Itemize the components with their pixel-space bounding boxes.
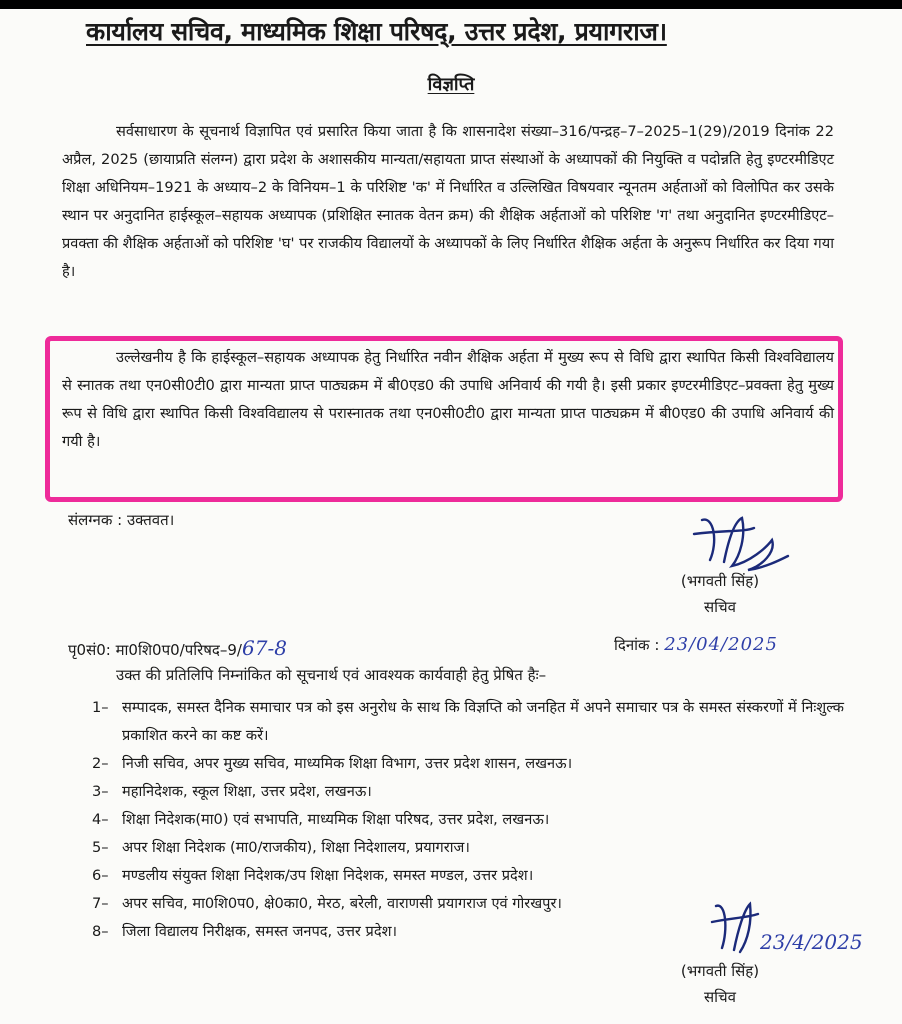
signature-image (684, 512, 794, 574)
date-label: दिनांक : (614, 636, 660, 654)
list-item: 5– अपर शिक्षा निदेशक (मा0/राजकीय), शिक्षा निदेशालय, प्रयागराज। (92, 839, 470, 856)
signature-block-2 (650, 958, 790, 1010)
signature-image-2 (706, 896, 766, 958)
date-handwritten: 23/04/2025 (664, 634, 778, 655)
enclosure-note: संलग्नक : उक्तवत। (68, 511, 175, 529)
list-item: 7– अपर सचिव, मा0शि0प0, क्षे0का0, मेरठ, बरेली, वाराणसी प्रयागराज एवं गोरखपुर। (92, 895, 562, 912)
signature-block-1 (650, 568, 790, 620)
dispatch-date (614, 634, 778, 655)
notice-title: विज्ञप्ति (427, 74, 475, 95)
signature-date-handwritten: 23/4/2025 (760, 930, 863, 954)
reference-prefix: पृ0सं0: मा0शि0प0/परिषद–9/ (68, 641, 242, 659)
signatory-name: (भगवती सिंह) (680, 572, 760, 590)
notice-paragraph-1: सर्वसाधारण के सूचनार्थ विज्ञापित एवं प्रसारित किया जाता है कि शासनादेश संख्या–316/पन्द्रह–7–2025–1(29)/2019 दिनांक 22 अप्रैल, 2025 (छायाप्रति संलग्न) द्वारा प्रदेश के अशासकीय मान्यता/सहायता प्राप्त संस्थाओं के अध्यापकों की नियुक्ति व पदोन्नति हेतु इण्टरमीडिएट शिक्षा अधिनियम–1921 के अध्याय–2 के विनियम–1 के परिशिष्ट 'क' में निर्धारित व उल्लिखित विषयवार न्यूनतम अर्हताओं को विलोपित कर उसके स्थान पर अनुदानित हाईस्कूल–सहायक अध्यापक (प्रशिक्षित स्नातक वेतन क्रम) की शैक्षिक अर्हताओं को परिशिष्ट 'ग' तथा अनुदानित इण्टरमीडिएट–प्रवक्ता की शैक्षिक अर्हताओं को परिशिष्ट 'घ' पर राजकीय विद्यालयों के अध्यापकों के लिए निर्धारित शैक्षिक अर्हता के अनुरूप निर्धारित कर दिया गया है। (62, 123, 834, 280)
list-item: 4– शिक्षा निदेशक(मा0) एवं सभापति, माध्यमिक शिक्षा परिषद, उत्तर प्रदेश, लखनऊ। (92, 811, 550, 828)
reference-handwritten: 67-8 (242, 636, 287, 660)
signatory-name-2: (भगवती सिंह) (680, 962, 760, 980)
top-black-bar (0, 0, 902, 9)
office-heading: कार्यालय सचिव, माध्यमिक शिक्षा परिषद्, उत्तर प्रदेश, प्रयागराज। (86, 17, 667, 46)
reference-number (68, 636, 287, 660)
list-item: 8– जिला विद्यालय निरीक्षक, समस्त जनपद, उत्तर प्रदेश। (92, 923, 398, 940)
signatory-title-2: सचिव (704, 988, 736, 1006)
list-item: 2– निजी सचिव, अपर मुख्य सचिव, माध्यमिक शिक्षा विभाग, उत्तर प्रदेश शासन, लखनऊ। (92, 755, 573, 772)
list-item: 6– मण्डलीय संयुक्त शिक्षा निदेशक/उप शिक्षा निदेशक, समस्त मण्डल, उत्तर प्रदेश। (92, 867, 534, 884)
list-item: 1– सम्पादक, समस्त दैनिक समाचार पत्र को इस अनुरोध के साथ कि विज्ञप्ति को जनहित में अपने समाचार पत्र के समस्त संस्करणों में निःशुल्क प्रकाशित करने का कष्ट करें। (92, 699, 844, 744)
list-item: 3– महानिदेशक, स्कूल शिक्षा, उत्तर प्रदेश, लखनऊ। (92, 783, 372, 800)
signatory-title: सचिव (704, 598, 736, 616)
notice-paragraph-2: उल्लेखनीय है कि हाईस्कूल–सहायक अध्यापक हेतु निर्धारित नवीन शैक्षिक अर्हता में मुख्य रूप से विधि द्वारा स्थापित किसी विश्वविद्यालय से स्नातक तथा एन0सी0टी0 द्वारा मान्यता प्राप्त पाठ्यक्रम में बी0एड0 की उपाधि अनिवार्य की गयी है। इसी प्रकार इण्टरमीडिएट–प्रवक्ता हेतु मुख्य रूप से विधि द्वारा स्थापित किसी विश्वविद्यालय से परास्नातक तथा एन0सी0टी0 द्वारा मान्यता प्राप्त पाठ्यक्रम में बी0एड0 की उपाधि अनिवार्य की गयी है। (62, 349, 834, 450)
forward-note: उक्त की प्रतिलिपि निम्नांकित को सूचनार्थ एवं आवश्यक कार्यवाही हेतु प्रेषित हैः– (116, 666, 547, 684)
